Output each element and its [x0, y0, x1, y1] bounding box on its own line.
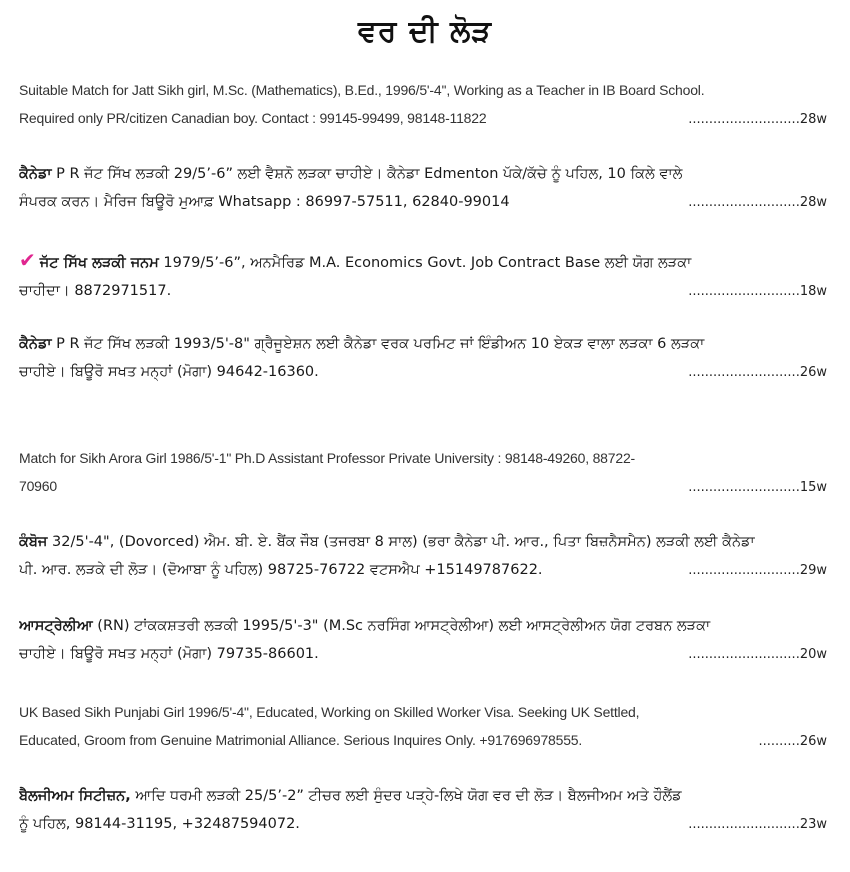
ad-code: ...........................23w [688, 817, 827, 832]
ad-line-text: ਆਦਿ ਧਰਮੀ ਲੜਕੀ 25/5’-2” ਟੀਚਰ ਲਈ ਸੁੰਦਰ ਪੜ੍ਹੇ-ਲਿਖੇ ਯੋਗ ਵਰ ਦੀ ਲੋੜ। ਬੈਲਜੀਅਮ ਅਤੇ ਹੌਲੈਂਡ [130, 788, 682, 804]
ad-line: ਚਾਹੀਏ। ਬਿਊਰੋ ਸਖਤ ਮਨ੍ਹਾਂ (ਮੋਗਾ) 79735-86601. [19, 646, 319, 662]
classified-ad [19, 444, 827, 502]
ad-last-line [19, 810, 827, 839]
ad-lead: ਕੈਨੇਡਾ [19, 336, 52, 352]
ad-last-line [19, 358, 827, 387]
ad-line: ਸੰਪਰਕ ਕਰਨ। ਮੈਰਿਜ ਬਿਊਰੋ ਮੁਆਫ਼ Whatsapp : 86997-57511, 62840-99014 [19, 194, 510, 210]
classified-ad [19, 528, 827, 585]
classified-ad [19, 246, 827, 306]
ad-line [19, 160, 827, 188]
ad-last-line [19, 277, 827, 306]
ad-code: ...........................28w [688, 195, 827, 210]
ad-line-text: P R ਜੱਟ ਸਿੱਖ ਲੜਕੀ 1993/5'-8" ਗ੍ਰੈਜੂਏਸ਼ਨ ਲਈ ਕੈਨੇਡਾ ਵਰਕ ਪਰਮਿਟ ਜਾਂ ਇੰਡੀਅਨ 10 ਏਕੜ ਵਾਲਾ ਲੜਕਾ 6 ਲੜਕਾ [51, 336, 705, 352]
ad-last-line [19, 188, 827, 217]
ad-line [19, 782, 827, 810]
ad-line-text: 1979/5’-6”, ਅਨਮੈਰਿਡ M.A. Economics Govt. Job Contract Base ਲਈ ਯੋਗ ਲੜਕਾ [158, 255, 692, 271]
ad-lead: ਕੈਨੇਡਾ [19, 166, 52, 182]
ad-code: ...........................28w [688, 112, 827, 127]
ad-line: Educated, Groom from Genuine Matrimonial Alliance. Serious Inquires Only. +917696978555. [19, 732, 583, 748]
ad-line-text: 32/5'-4", (Dovorced) ਐਮ. ਬੀ. ਏ. ਬੈਂਕ ਜੌਬ (ਤਜਰਬਾ 8 ਸਾਲ) (ਭਰਾ ਕੈਨੇਡਾ ਪੀ. ਆਰ., ਪਿਤਾ ਬਿਜ਼ਨੈਸਮੈਨ) ਲੜਕੀ ਲਈ ਕੈਨੇਡਾ [47, 534, 755, 550]
ad-last-line [19, 104, 827, 134]
ad-line: ਨੂੰ ਪਹਿਲ, 98144-31195, +32487594072. [19, 816, 300, 832]
ad-last-line [19, 556, 827, 585]
ad-line [19, 330, 827, 358]
ad-line-text: P R ਜੱਟ ਸਿੱਖ ਲੜਕੀ 29/5’-6” ਲਈ ਵੈਸ਼ਨੋ ਲੜਕਾ ਚਾਹੀਏ। ਕੈਨੇਡਾ Edmenton ਪੱਕੇ/ਕੱਚੇ ਨੂੰ ਪਹਿਲ, 10 ਕਿਲੇ ਵਾਲੇ [51, 166, 683, 182]
page-title: ਵਰ ਦੀ ਲੋੜ [357, 14, 493, 49]
ad-code: ..........26w [758, 734, 827, 749]
ad-line-text: (RN) ਟਾਂਕਕਸ਼ਤਰੀ ਲੜਕੀ 1995/5'-3" (M.Sc ਨਰਸਿੰਗ ਆਸਟ੍ਰੇਲੀਆ) ਲਈ ਆਸਟ੍ਰੇਲੀਅਨ ਯੋਗ ਟਰਬਨ ਲੜਕਾ [92, 618, 711, 634]
ad-lead: ਆਸਟ੍ਰੇਲੀਆ [19, 618, 93, 634]
classified-ad [19, 782, 827, 839]
ad-code: ...........................18w [688, 284, 827, 299]
ad-code: ...........................20w [688, 647, 827, 662]
ad-line: ਪੀ. ਆਰ. ਲੜਕੇ ਦੀ ਲੋੜ। (ਦੋਆਬਾ ਨੂੰ ਪਹਿਲ) 98725-76722 ਵਟਸਐਪ +15149787622. [19, 562, 543, 578]
ad-line: ਚਾਹੀਦਾ। 8872971517. [19, 283, 172, 299]
ad-line: Suitable Match for Jatt Sikh girl, M.Sc. (Mathematics), B.Ed., 1996/5'-4'', Working as a Teacher in IB Board School. [19, 82, 705, 98]
ad-line: UK Based Sikh Punjabi Girl 1996/5'-4", Educated, Working on Skilled Worker Visa. Seeking UK Settled, [19, 704, 640, 720]
ad-last-line [19, 726, 827, 756]
classified-ad [19, 698, 827, 756]
classified-ad [19, 330, 827, 387]
ad-lead: ਬੈਲਜੀਅਮ ਸਿਟੀਜ਼ਨ, [19, 788, 131, 804]
classified-ad [19, 160, 827, 217]
ad-lead: ਕੰਬੋਜ [19, 534, 48, 550]
ad-line [19, 246, 827, 277]
ad-code: ...........................29w [688, 563, 827, 578]
ad-line: Required only PR/citizen Canadian boy. Contact : 99145-99499, 98148-11822 [19, 110, 487, 126]
ad-line: 70960 [19, 478, 57, 494]
checkmark-icon: ✔ [19, 248, 36, 272]
ad-line [19, 612, 827, 640]
ad-last-line [19, 640, 827, 669]
classified-ad [19, 612, 827, 669]
ad-lead: ਜੱਟ ਸਿੱਖ ਲੜਕੀ ਜਨਮ [39, 255, 159, 271]
ad-last-line [19, 472, 827, 502]
ad-line: ਚਾਹੀਏ। ਬਿਊਰੋ ਸਖਤ ਮਨ੍ਹਾਂ (ਮੋਗਾ) 94642-16360. [19, 364, 319, 380]
ad-line [19, 528, 827, 556]
classified-ad [19, 76, 827, 134]
ad-code: ...........................15w [688, 480, 827, 495]
ad-line: Match for Sikh Arora Girl 1986/5'-1" Ph.D Assistant Professor Private University : 98148-49260, 88722- [19, 450, 635, 466]
ad-code: ...........................26w [688, 365, 827, 380]
